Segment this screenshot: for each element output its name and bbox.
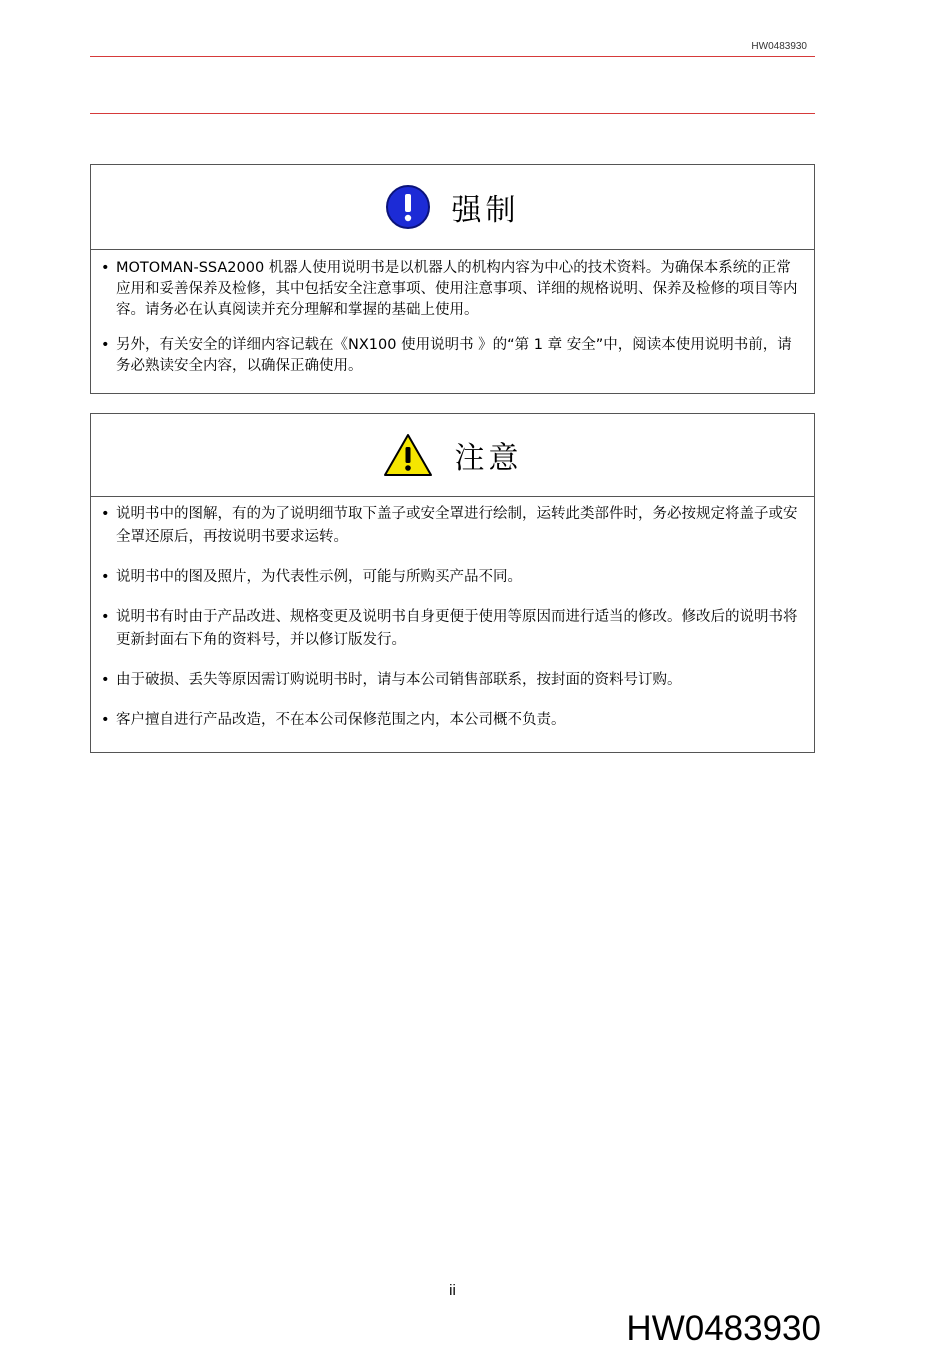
list-item xyxy=(101,709,804,732)
caution-title: 注意 xyxy=(454,441,523,476)
header-doc-code: HW0483930 xyxy=(751,41,807,52)
caution-box xyxy=(90,413,815,753)
bullet: • xyxy=(101,260,110,276)
bullet: • xyxy=(101,506,110,522)
list-item-text: 说明书中的图解，有的为了说明细节取下盖子或安全罩进行绘制，运转此类部件时，务必按规定将盖子或安全罩还原后，再按说明书要求运转。 xyxy=(116,506,798,545)
list-item-text: 由于破损、丢失等原因需订购说明书时，请与本公司销售部联系，按封面的资料号订购。 xyxy=(116,672,682,688)
page-number: ii xyxy=(449,1282,456,1299)
list-item xyxy=(101,669,804,692)
bullet: • xyxy=(101,609,110,625)
bullet: • xyxy=(101,569,110,585)
list-item-text: MOTOMAN-SSA2000 机器人使用说明书是以机器人的机构内容为中心的技术资料。为确保本系统的正常应用和妥善保养及检修，其中包括安全注意事项、使用注意事项、详细的规格说明、保养及检修的项目等内容。请务必在认真阅读并充分理解和掌握的基础上使用。 xyxy=(116,260,798,318)
list-item xyxy=(101,566,804,589)
header-rule-top xyxy=(90,56,815,57)
list-item xyxy=(101,503,804,549)
list-item-text: 客户擅自进行产品改造，不在本公司保修范围之内，本公司概不负责。 xyxy=(116,712,566,728)
header-rule-bottom xyxy=(90,113,815,114)
bullet: • xyxy=(101,712,110,728)
list-item xyxy=(101,606,804,652)
mandatory-list xyxy=(91,250,814,377)
warning-triangle-icon xyxy=(383,433,433,477)
bullet: • xyxy=(101,337,110,353)
mandatory-title: 强制 xyxy=(451,193,520,228)
list-item-text: 说明书有时由于产品改进、规格变更及说明书自身更便于使用等原因而进行适当的修改。修改后的说明书将更新封面右下角的资料号，并以修订版发行。 xyxy=(116,609,798,648)
mandatory-header xyxy=(91,165,814,250)
list-item-text: 另外，有关安全的详细内容记载在《NX100 使用说明书 》的“第 1 章 安全”中，阅读本使用说明书前，请务必熟读安全内容，以确保正确使用。 xyxy=(116,337,792,374)
bullet: • xyxy=(101,672,110,688)
list-item xyxy=(101,335,804,377)
mandatory-box xyxy=(90,164,815,394)
footer-doc-code: HW0483930 xyxy=(626,1309,821,1348)
caution-list xyxy=(91,497,814,732)
list-item-text: 说明书中的图及照片，为代表性示例，可能与所购买产品不同。 xyxy=(116,569,522,585)
mandatory-exclamation-icon xyxy=(386,185,430,229)
list-item xyxy=(101,258,804,321)
caution-header xyxy=(91,414,814,497)
